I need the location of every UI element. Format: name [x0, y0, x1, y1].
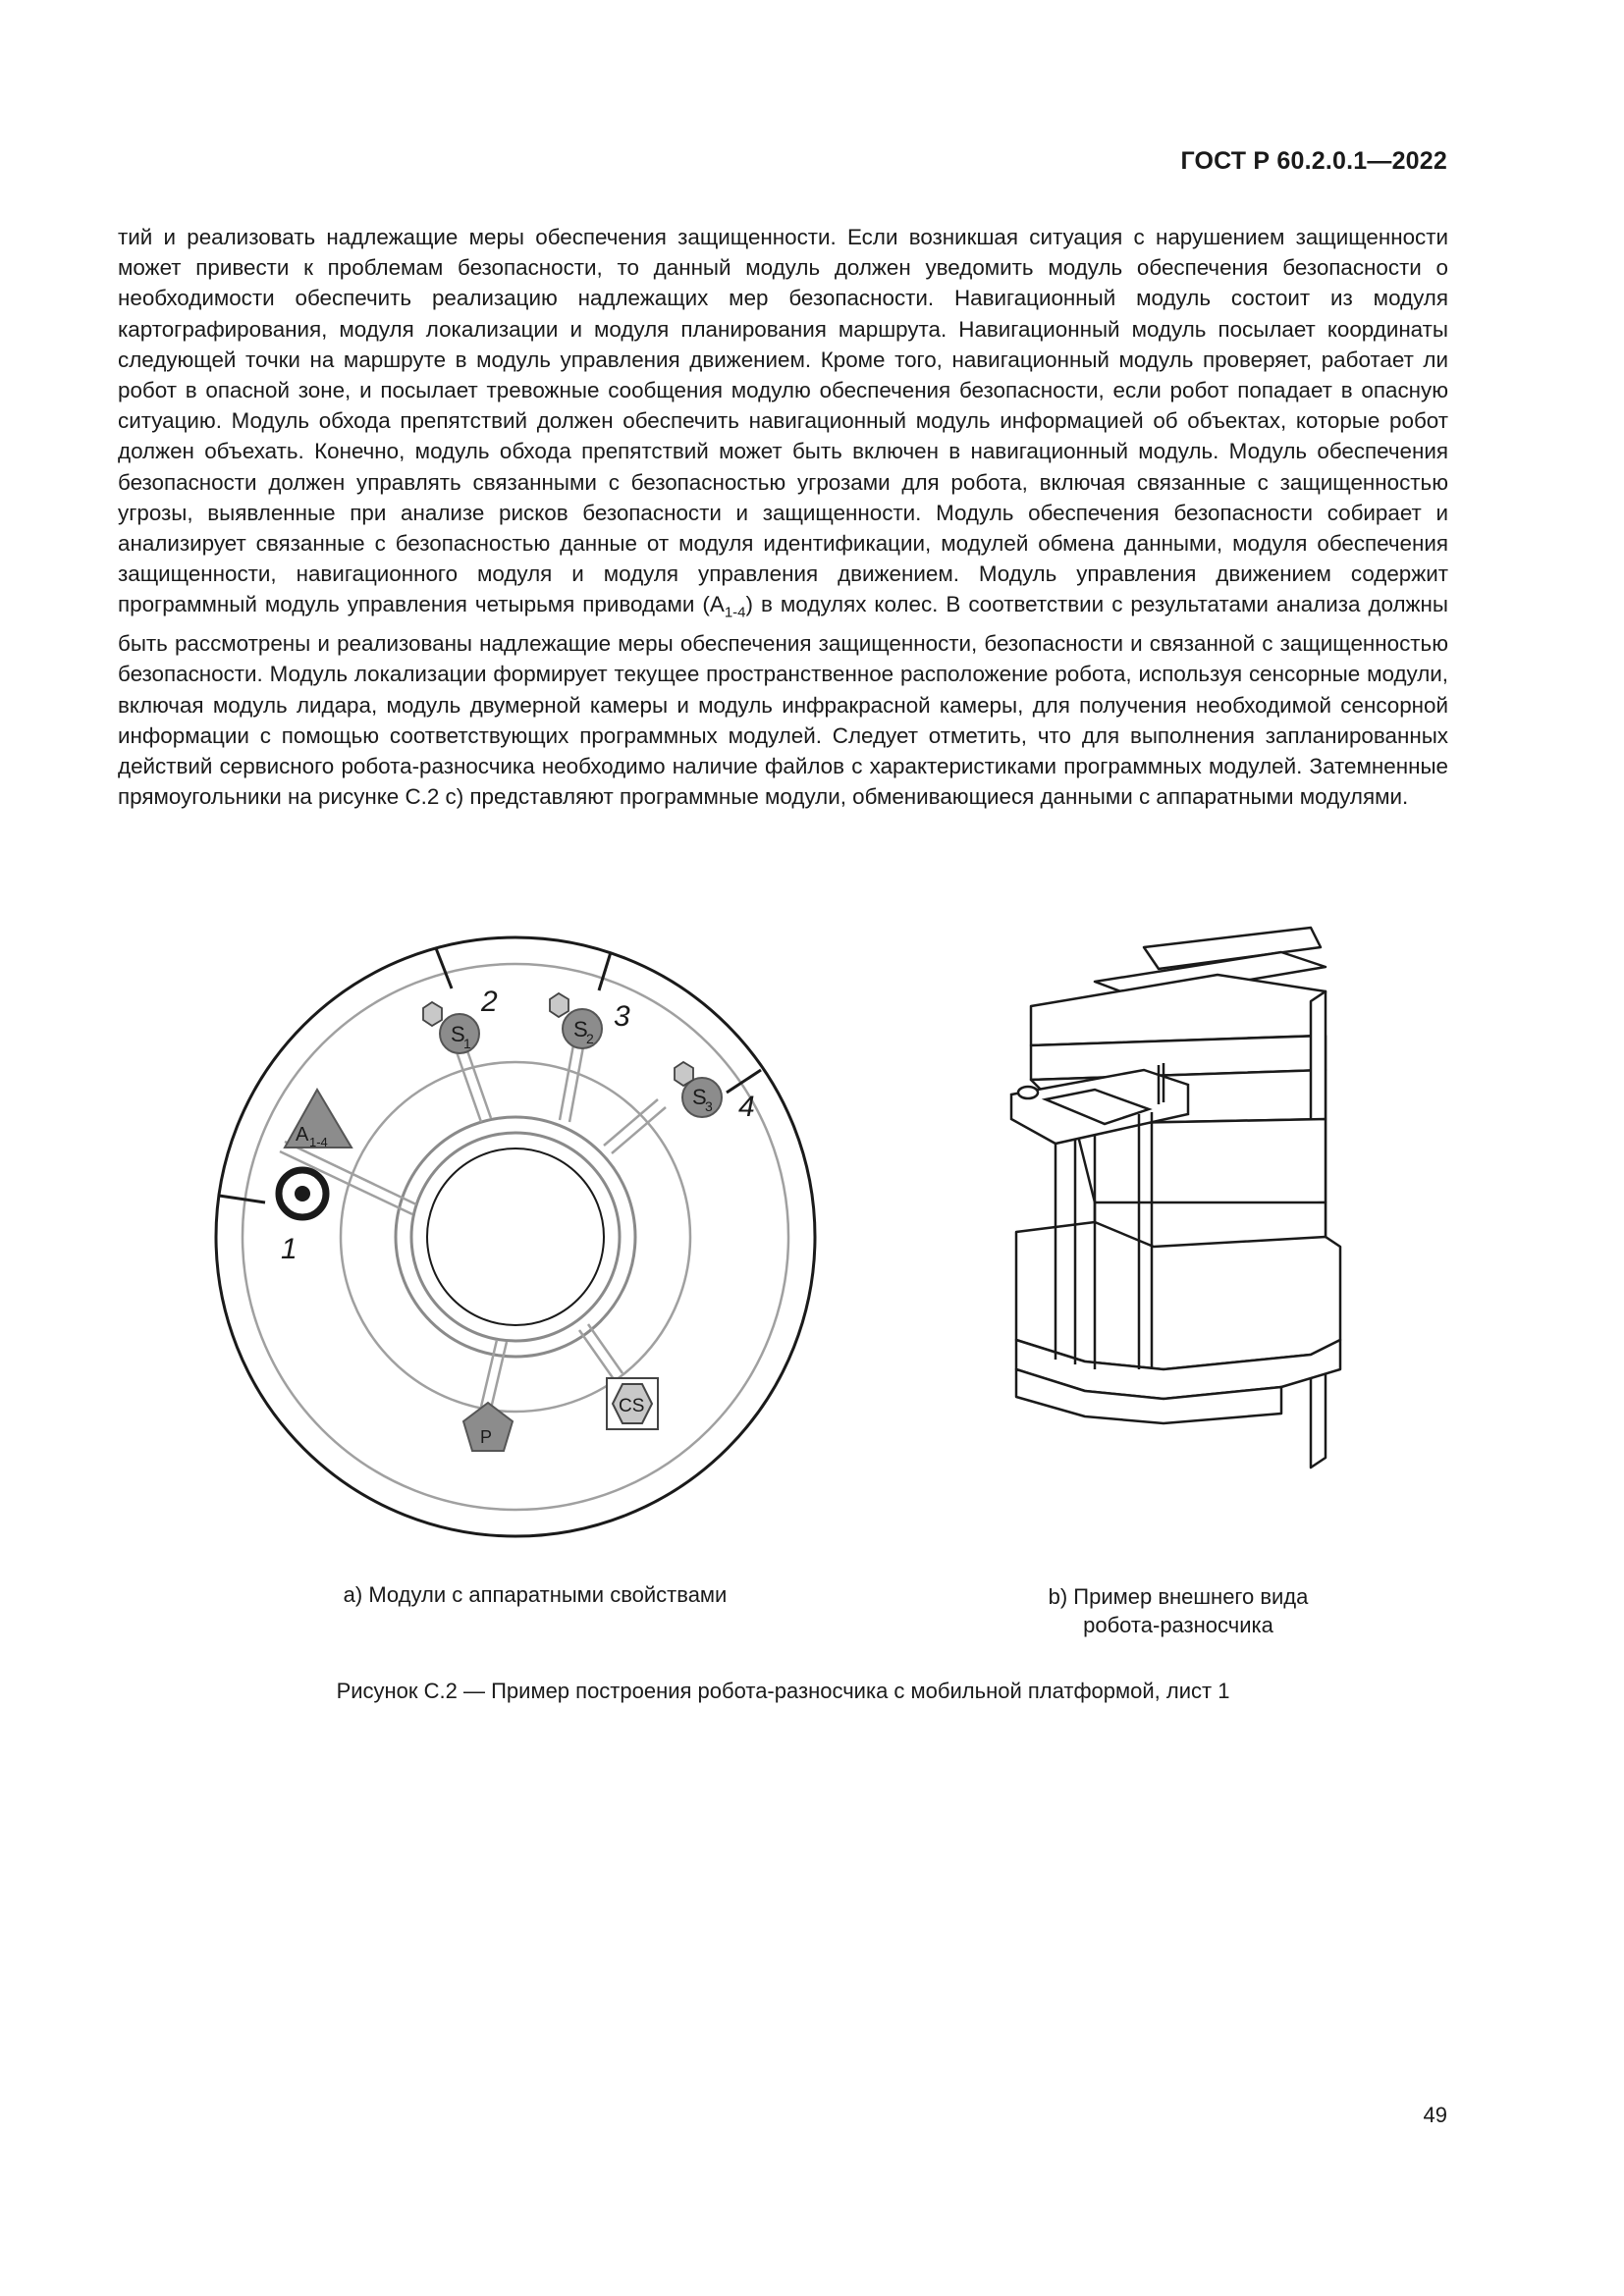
middle-ring — [341, 1062, 690, 1412]
figure-caption-text: Рисунок С.2 — Пример построения робота-разносчика с мобильной платформой, лист 1 — [336, 1679, 1230, 1703]
connector-spokes — [280, 1040, 666, 1409]
figure-caption — [118, 1679, 1448, 1704]
hexagon-cs-icon — [607, 1378, 658, 1429]
pentagon-p-icon — [463, 1403, 513, 1451]
sensor-s1-icon — [423, 1002, 479, 1053]
label-3: 3 — [614, 1000, 630, 1033]
svg-text:S: S — [573, 1017, 588, 1041]
inner-ring-inner — [411, 1133, 620, 1341]
figure-b-caption — [982, 1582, 1375, 1639]
label-2: 2 — [481, 986, 498, 1018]
body-paragraph — [118, 222, 1448, 812]
figure-b-caption-line2: робота-разносчика — [1083, 1613, 1273, 1637]
outer-gray-ring — [243, 964, 788, 1510]
svg-text:P: P — [480, 1427, 493, 1447]
label-1: 1 — [281, 1233, 298, 1265]
divider-line-2 — [599, 952, 611, 990]
svg-text:2: 2 — [586, 1031, 594, 1046]
figure-b-caption-line1: b) Пример внешнего вида — [1048, 1584, 1309, 1609]
svg-text:1-4: 1-4 — [309, 1135, 328, 1149]
inner-ring-outer — [396, 1117, 635, 1357]
svg-text:1: 1 — [463, 1036, 471, 1051]
figure-a-caption — [299, 1582, 771, 1608]
svg-text:3: 3 — [705, 1098, 713, 1114]
svg-text:S: S — [451, 1022, 465, 1046]
actuator-a-icon — [285, 1090, 352, 1149]
subscript-actuators: 1-4 — [724, 604, 746, 621]
sensor-s2-icon — [550, 993, 602, 1048]
paragraph-text-part1: тий и реализовать надлежащие меры обеспечения защищенности. Если возникшая ситуация с нарушением защищенности может привести к проблемам безопасности, то данный модуль должен уведомить модуль обеспечения безопасности о необходимости обеспечить реализацию надлежащих мер безопасности. Навигационный модуль состоит из модуля картографирования, модуля локализации и модуля планирования маршрута. Навигационный модуль посылает координаты следующей точки на маршруте в модуль управления движением. Кроме того, навигационный модуль проверяет, работает ли робот в опасной зоне, и посылает тревожные сообщения модулю обеспечения безопасности, если робот попадает в опасную ситуацию. Модуль обхода препятствий должен обеспечить навигационный модуль информацией об объектах, которые робот должен объехать. Конечно, модуль обхода препятствий может быть включен в навигационный модуль. Модуль обеспечения безопасности должен управлять связанными с безопасностью угрозами для робота, включая связанные с защищенностью угрозы, выявленные при анализе рисков безопасности и защищенности. Модуль обеспечения безопасности собирает и анализирует связанные с безопасностью данные от модуля идентификации, модулей обмена данными, модуля обеспечения защищенности, навигационного модуля и модуля управления движением. Модуль управления движением содержит программный модуль управления четырьмя приводами (A — [118, 225, 1448, 617]
core-circle — [427, 1148, 604, 1325]
body-text — [118, 222, 1448, 812]
page-number — [1424, 2103, 1447, 2128]
divider-line-1 — [436, 948, 452, 988]
figure-a-caption-text: a) Модули с аппаратными свойствами — [343, 1582, 728, 1607]
svg-text:A: A — [296, 1124, 309, 1146]
figure-b-robot-drawing — [987, 908, 1380, 1507]
document-header — [1180, 147, 1447, 176]
page-number-text: 49 — [1423, 2103, 1447, 2127]
paragraph-text-part2: ) в модулях колес. В соответствии с результатами анализа должны быть рассмотрены и реализованы надлежащие меры обеспечения защищенности, безопасности и связанной с защищенностью безопасности. Модуль локализации формирует текущее пространственное расположение робота, используя сенсорные модули, включая модуль лидара, модуль двумерной камеры и модуль инфракрасной камеры, для получения необходимой сенсорной информации с помощью соответствующих программных модулей. Следует отметить, что для выполнения запланированных действий сервисного робота-разносчика необходимо наличие файлов с характеристиками программных модулей. Затемненные прямоугольники на рисунке С.2 с) представляют программные модули, обменивающиеся данными с аппаратными модулями. — [118, 592, 1448, 810]
target-icon — [279, 1170, 326, 1217]
document-id: ГОСТ Р 60.2.0.1—2022 — [1180, 147, 1447, 175]
svg-text:CS: CS — [619, 1396, 645, 1416]
divider-line-4 — [219, 1196, 265, 1202]
label-4: 4 — [738, 1091, 755, 1123]
svg-text:S: S — [692, 1085, 707, 1109]
figure-a-diagram — [206, 928, 825, 1546]
outer-circle — [216, 937, 815, 1536]
sensor-s3-icon — [675, 1062, 722, 1117]
